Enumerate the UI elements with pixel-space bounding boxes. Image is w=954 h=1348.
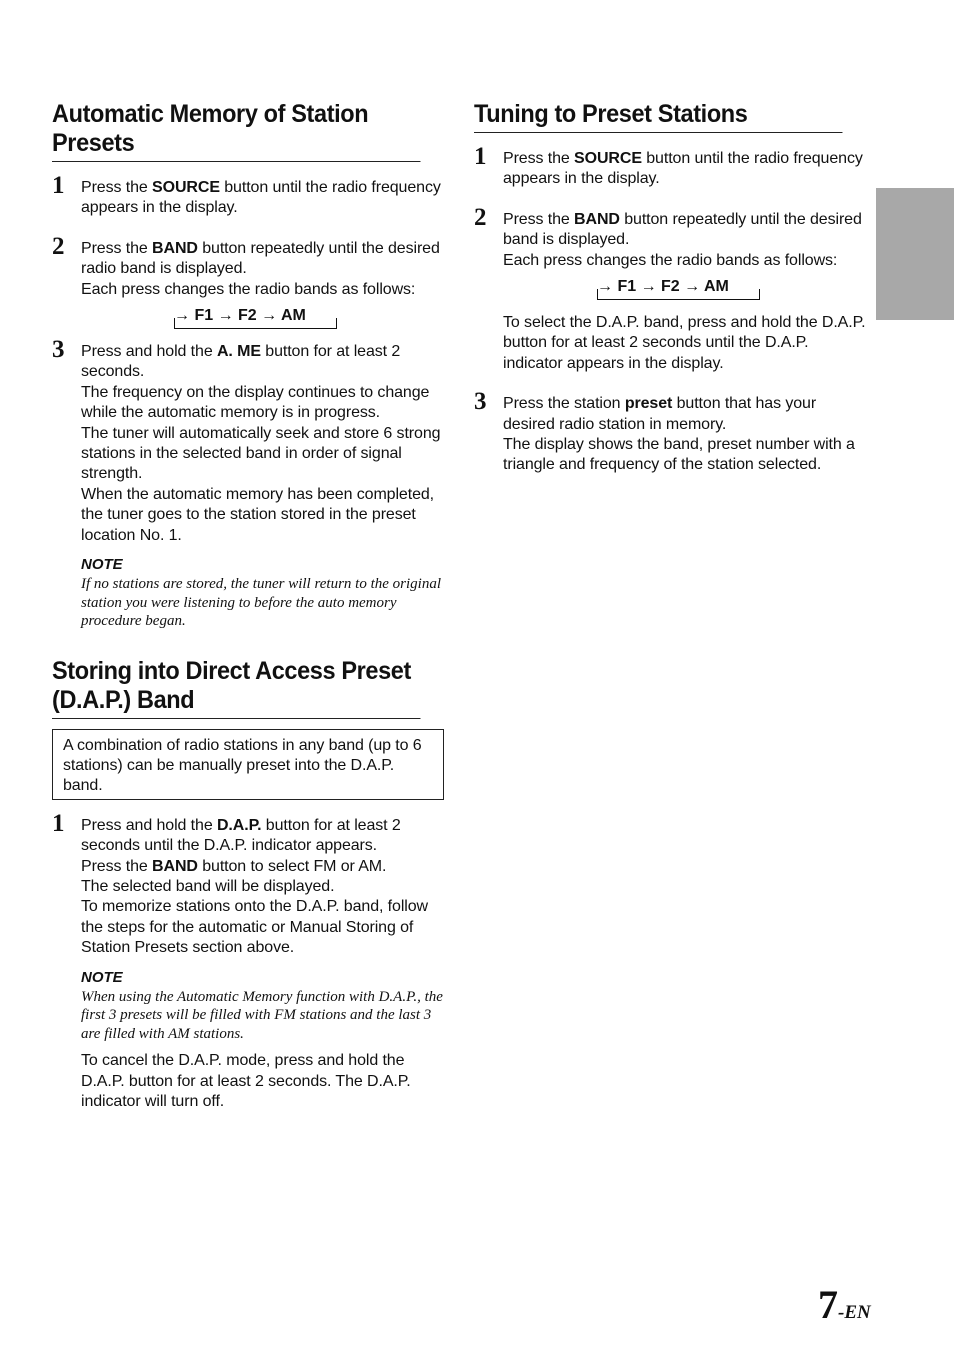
step-text: Press the SOURCE button until the radio frequency appears in the display. xyxy=(503,150,863,188)
step-number: 1 xyxy=(52,809,65,837)
page-number-digit: 7 xyxy=(818,1282,838,1327)
dap-button-label: D.A.P. xyxy=(216,816,262,834)
step-text-line2: Each press changes the radio bands as follows: xyxy=(503,251,838,269)
note-title: NOTE xyxy=(81,556,123,574)
page-number-suffix: -EN xyxy=(838,1302,871,1323)
source-button-label: SOURCE xyxy=(152,179,220,196)
a-me-button-label: A. ME xyxy=(216,343,261,361)
step-number: 1 xyxy=(474,143,487,170)
step-text-line4: To memorize stations onto the D.A.P. band, follow the steps for the automatic or Manual Storing of Station Presets section above. xyxy=(81,898,428,957)
step-text: Press the station preset button that has your desired radio station in memory. xyxy=(503,395,817,433)
auto-memory-step-3 xyxy=(52,336,444,631)
side-tab-marker xyxy=(876,188,954,320)
step-number: 3 xyxy=(474,388,487,416)
band-button-label: BAND xyxy=(152,239,198,257)
step-text: Press and hold the A. ME button for at least 2 seconds. xyxy=(81,343,401,381)
step-text-p2: The display shows the band, preset number with a triangle and frequency of the station selected. xyxy=(503,436,855,474)
step-text-p2: The frequency on the display continues to change while the automatic memory is in progress. xyxy=(81,383,430,422)
tuning-step-3 xyxy=(474,388,866,476)
step-number: 3 xyxy=(52,336,65,364)
auto-memory-heading: Automatic Memory of Station Presets xyxy=(52,100,420,162)
step-text: Press and hold the D.A.P. button for at least 2 seconds until the D.A.P. indicator appears. xyxy=(81,816,401,855)
step-text-extra: To select the D.A.P. band, press and hold the D.A.P. button for at least 2 seconds until the D.A.P. indicator appears in the display. xyxy=(503,314,866,372)
band-cycle-return-line xyxy=(174,318,337,329)
tuning-step-2 xyxy=(474,203,866,374)
source-button-label: SOURCE xyxy=(574,150,642,167)
step-text: Press the BAND button repeatedly until the desired band is displayed. xyxy=(503,210,862,249)
page-number xyxy=(818,1283,871,1327)
step-text-line2: Press the BAND button to select FM or AM. xyxy=(81,857,387,875)
band-cycle-return-line xyxy=(597,289,760,300)
info-box-text: A combination of radio stations in any band (up to 6 stations) can be manually preset into the D.A.P. band. xyxy=(63,736,422,795)
band-cycle-diagram xyxy=(503,277,866,307)
tuning-step-1 xyxy=(474,143,866,190)
band-cycle-text: → F1 → F2 → AM xyxy=(597,278,729,296)
note-text: If no stations are stored, the tuner will return to the original station you were listening to before the auto memory procedure began. xyxy=(81,576,441,630)
band-button-label: BAND xyxy=(152,857,198,875)
band-button-label: BAND xyxy=(574,210,620,228)
dap-info-box xyxy=(52,729,444,800)
step-text-p4: When the automatic memory has been completed, the tuner goes to the station stored in the preset location No. 1. xyxy=(81,485,435,544)
band-cycle-diagram xyxy=(81,306,444,336)
step-number: 2 xyxy=(474,203,487,231)
step-text: Press the SOURCE button until the radio frequency appears in the display. xyxy=(81,179,441,217)
band-cycle-text: → F1 → F2 → AM xyxy=(174,307,306,325)
auto-memory-step-2 xyxy=(52,232,444,336)
auto-memory-step-1 xyxy=(52,172,444,219)
step-text-line3: The selected band will be displayed. xyxy=(81,878,335,896)
step-number: 2 xyxy=(52,232,65,260)
step-text-line2: Each press changes the radio bands as follows: xyxy=(81,280,416,298)
preset-button-label: preset xyxy=(624,395,673,413)
left-column xyxy=(52,100,444,1132)
tuning-heading: Tuning to Preset Stations xyxy=(474,100,842,133)
step-text: Press the BAND button repeatedly until the desired radio band is displayed. xyxy=(81,239,440,278)
note-text: When using the Automatic Memory function with D.A.P., the first 3 presets will be filled with FM stations and the last 3 are filled with AM stations. xyxy=(81,988,443,1042)
right-column xyxy=(474,100,866,496)
dap-step-1 xyxy=(52,809,444,1113)
dap-heading: Storing into Direct Access Preset (D.A.P.) Band xyxy=(52,657,420,719)
step-number: 1 xyxy=(52,172,65,199)
note-title: NOTE xyxy=(81,968,123,986)
cancel-text: To cancel the D.A.P. mode, press and hold the D.A.P. button for at least 2 seconds. The D.A.P. indicator will turn off. xyxy=(81,1052,411,1110)
step-text-p3: The tuner will automatically seek and store 6 strong stations in the selected band in order of signal strength. xyxy=(81,424,441,483)
